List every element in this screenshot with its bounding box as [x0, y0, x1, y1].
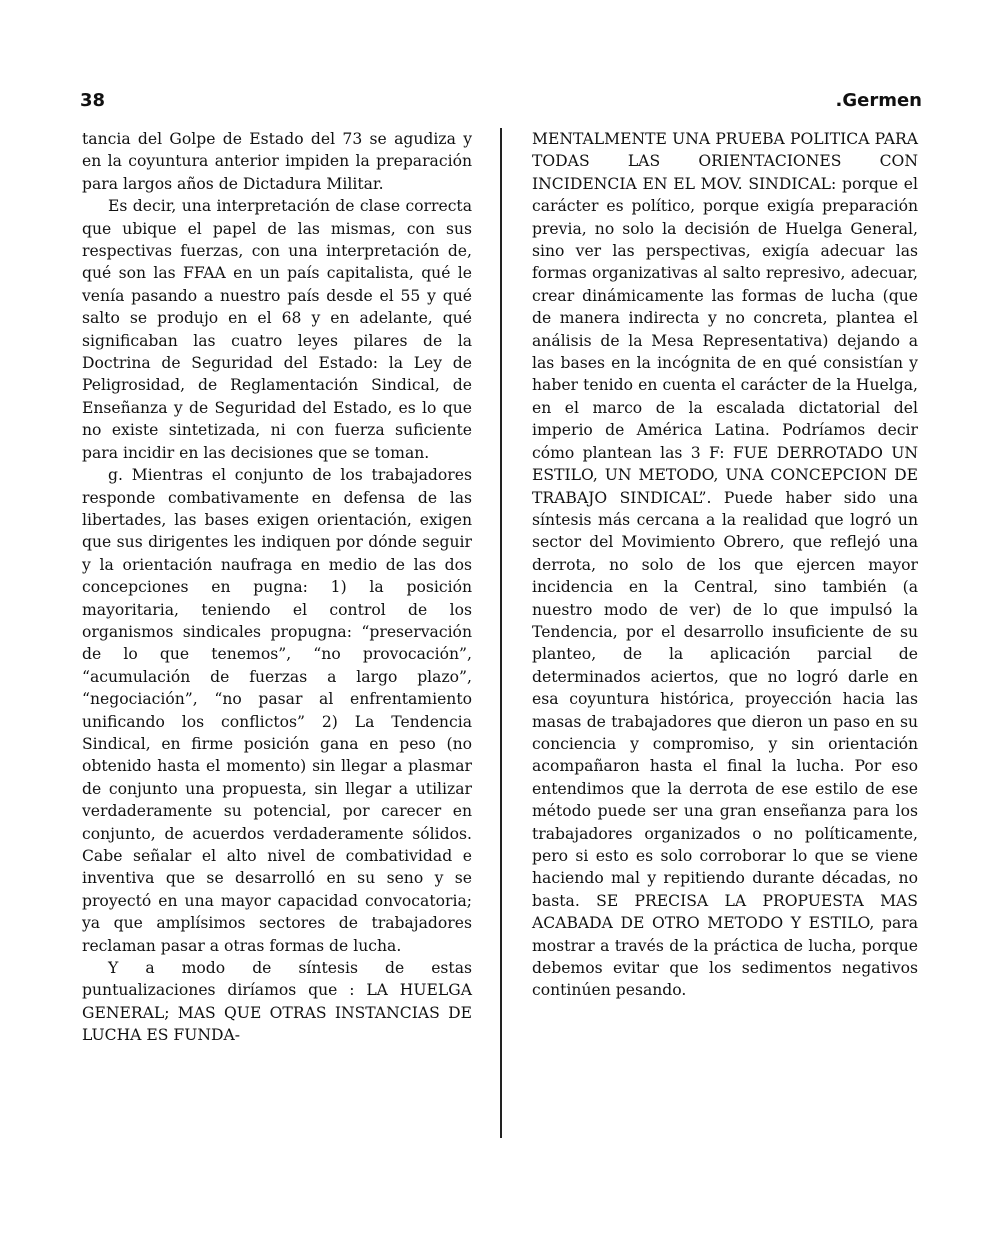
left-column	[82, 128, 472, 1047]
page-number: 38	[80, 90, 106, 111]
paragraph: tancia del Golpe de Estado del 73 se agudiza y en la coyuntura anterior impiden la preparación para largos años de Dictadura Militar.	[82, 130, 472, 193]
paragraph: g. Mientras el conjunto de los trabajadores responde combativamente en defensa de las libertades, las bases exigen orientación, exigen que sus dirigentes les indiquen por dónde seguir y la orientación naufraga en medio de las dos concepciones en pugna: 1) la posición mayoritaria, teniendo el control de los organismos sindicales propugna: “preservación de lo que tenemos”, “no provocación”, “acumulación de fuerzas a largo plazo”, “negociación”, “no pasar al enfrentamiento unificando los conflictos” 2) La Tendencia Sindical, en firme posición gana en peso (no obtenido hasta el momento) sin llegar a plasmar de conjunto una propuesta, sin llegar a utilizar verdaderamente su potencial, por carecer en conjunto, de acuerdos verdaderamente sólidos. Cabe señalar el alto nivel de combatividad e inventiva que se desarrolló en su seno y se proyectó en una mayor capacidad convocatoria; ya que amplísimos sectores de trabajadores reclaman pasar a otras formas de lucha.	[82, 466, 472, 955]
running-head: .Germen	[835, 90, 922, 111]
right-column	[532, 128, 918, 1002]
column-divider	[500, 128, 502, 1138]
paragraph: MENTALMENTE UNA PRUEBA POLITICA PARA TODAS LAS ORIENTACIONES CON INCIDENCIA EN EL MOV. SINDICAL: porque el carácter es político, porque exigía preparación previa, no solo la decisión de Huelga General, sino ver las perspectivas, exigía adecuar las formas organizativas al salto represivo, adecuar, crear dinámicamente las formas de lucha (que de manera indirecta y no concreta, plantea el análisis de la Mesa Representativa) dejando a las bases en la incógnita de en qué consistían y haber tenido en cuenta el carácter de la Huelga, en el marco de la escalada dictatorial del imperio de América Latina. Podríamos decir cómo plantean las 3 F: FUE DERROTADO UN ESTILO, UN METODO, UNA CONCEPCION DE TRABAJO SINDICAL”. Puede haber sido una síntesis más cercana a la realidad que logró un sector del Movimiento Obrero, que reflejó una derrota, no solo de los que ejercen mayor incidencia en la Central, sino también (a nuestro modo de ver) de lo que impulsó la Tendencia, por el desarrollo insuficiente de su planteo, de la aplicación parcial de determinados aciertos, que no logró darle en esa coyuntura histórica, proyección hacia las masas de trabajadores que dieron un paso en su conciencia y compromiso, y sin orientación acompañaron hasta el final la lucha. Por eso entendimos que la derrota de ese estilo de ese método puede ser una gran enseñanza para los trabajadores organizados o no políticamente, pero si esto es solo corroborar lo que se viene haciendo mal y repitiendo durante décadas, no basta. SE PRECISA LA PROPUESTA MAS ACABADA DE OTRO METODO Y ESTILO, para mostrar a través de la práctica de lucha, porque debemos evitar que los sedimentos negativos continúen pesando.	[532, 130, 918, 1000]
paragraph: Y a modo de síntesis de estas puntualizaciones diríamos que : LA HUELGA GENERAL; MAS QUE OTRAS INSTANCIAS DE LUCHA ES FUNDA-	[82, 959, 472, 1045]
paragraph: Es decir, una interpretación de clase correcta que ubique el papel de las mismas, con sus respectivas fuerzas, con una interpretación de, qué son las FFAA en un país capitalista, qué le venía pasando a nuestro país desde el 55 y qué salto se produjo en el 68 y en adelante, qué significaban las cuatro leyes pilares de la Doctrina de Seguridad del Estado: la Ley de Peligrosidad, de Reglamentación Sindical, de Enseñanza y de Seguridad del Estado, es lo que no existe sintetizada, ni con fuerza suficiente para incidir en las decisiones que se toman.	[82, 197, 472, 462]
